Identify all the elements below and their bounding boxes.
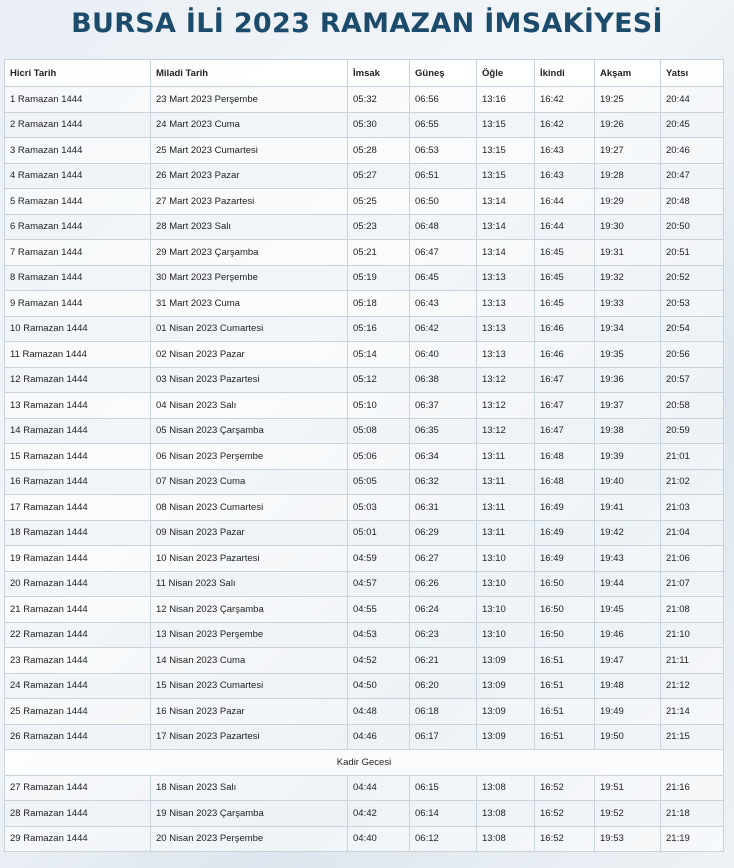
hicri-date: 18 Ramazan 1444 — [5, 520, 151, 546]
miladi-date: 02 Nisan 2023 Pazar — [151, 342, 348, 368]
aksam-time: 19:31 — [595, 240, 661, 266]
imsak-time: 04:59 — [348, 546, 410, 572]
miladi-date: 01 Nisan 2023 Cumartesi — [151, 316, 348, 342]
miladi-date: 27 Mart 2023 Pazartesi — [151, 189, 348, 215]
aksam-time: 19:30 — [595, 214, 661, 240]
gunes-time: 06:15 — [410, 775, 477, 801]
kadir-gecesi-row — [5, 750, 724, 776]
ikindi-time: 16:51 — [535, 699, 595, 725]
table-row — [5, 367, 724, 393]
ogle-time: 13:14 — [477, 240, 535, 266]
miladi-date: 23 Mart 2023 Perşembe — [151, 87, 348, 113]
yatsi-time: 20:54 — [661, 316, 724, 342]
aksam-time: 19:43 — [595, 546, 661, 572]
yatsi-time: 20:53 — [661, 291, 724, 317]
hicri-date: 24 Ramazan 1444 — [5, 673, 151, 699]
hicri-date: 4 Ramazan 1444 — [5, 163, 151, 189]
miladi-date: 09 Nisan 2023 Pazar — [151, 520, 348, 546]
aksam-time: 19:52 — [595, 801, 661, 827]
aksam-time: 19:39 — [595, 444, 661, 470]
ogle-time: 13:13 — [477, 316, 535, 342]
table-row — [5, 240, 724, 266]
ikindi-time: 16:50 — [535, 597, 595, 623]
yatsi-time: 21:02 — [661, 469, 724, 495]
yatsi-time: 21:16 — [661, 775, 724, 801]
hicri-date: 28 Ramazan 1444 — [5, 801, 151, 827]
gunes-time: 06:37 — [410, 393, 477, 419]
miladi-date: 13 Nisan 2023 Perşembe — [151, 622, 348, 648]
table-row — [5, 724, 724, 750]
gunes-time: 06:26 — [410, 571, 477, 597]
hicri-date: 9 Ramazan 1444 — [5, 291, 151, 317]
imsak-time: 05:14 — [348, 342, 410, 368]
ikindi-time: 16:49 — [535, 495, 595, 521]
gunes-time: 06:50 — [410, 189, 477, 215]
gunes-time: 06:17 — [410, 724, 477, 750]
yatsi-time: 20:59 — [661, 418, 724, 444]
gunes-time: 06:56 — [410, 87, 477, 113]
imsak-time: 05:21 — [348, 240, 410, 266]
yatsi-time: 21:11 — [661, 648, 724, 674]
table-row — [5, 801, 724, 827]
gunes-time: 06:12 — [410, 826, 477, 852]
table-row — [5, 112, 724, 138]
miladi-date: 16 Nisan 2023 Pazar — [151, 699, 348, 725]
hicri-date: 10 Ramazan 1444 — [5, 316, 151, 342]
yatsi-time: 20:57 — [661, 367, 724, 393]
ogle-time: 13:08 — [477, 801, 535, 827]
table-row — [5, 316, 724, 342]
gunes-time: 06:18 — [410, 699, 477, 725]
imsakiye-table — [4, 59, 724, 852]
ikindi-time: 16:49 — [535, 546, 595, 572]
miladi-date: 19 Nisan 2023 Çarşamba — [151, 801, 348, 827]
yatsi-time: 21:10 — [661, 622, 724, 648]
yatsi-time: 21:06 — [661, 546, 724, 572]
header-imsak: İmsak — [348, 60, 410, 87]
yatsi-time: 21:07 — [661, 571, 724, 597]
ikindi-time: 16:52 — [535, 826, 595, 852]
aksam-time: 19:34 — [595, 316, 661, 342]
yatsi-time: 21:04 — [661, 520, 724, 546]
table-row — [5, 571, 724, 597]
ikindi-time: 16:48 — [535, 469, 595, 495]
ogle-time: 13:09 — [477, 648, 535, 674]
table-row — [5, 622, 724, 648]
miladi-date: 15 Nisan 2023 Cumartesi — [151, 673, 348, 699]
miladi-date: 29 Mart 2023 Çarşamba — [151, 240, 348, 266]
imsak-time: 05:27 — [348, 163, 410, 189]
aksam-time: 19:38 — [595, 418, 661, 444]
ogle-time: 13:11 — [477, 495, 535, 521]
miladi-date: 20 Nisan 2023 Perşembe — [151, 826, 348, 852]
aksam-time: 19:33 — [595, 291, 661, 317]
imsak-time: 05:19 — [348, 265, 410, 291]
gunes-time: 06:51 — [410, 163, 477, 189]
aksam-time: 19:48 — [595, 673, 661, 699]
hicri-date: 26 Ramazan 1444 — [5, 724, 151, 750]
ikindi-time: 16:50 — [535, 571, 595, 597]
imsak-time: 04:44 — [348, 775, 410, 801]
table-row — [5, 495, 724, 521]
miladi-date: 14 Nisan 2023 Cuma — [151, 648, 348, 674]
hicri-date: 25 Ramazan 1444 — [5, 699, 151, 725]
miladi-date: 08 Nisan 2023 Cumartesi — [151, 495, 348, 521]
ikindi-time: 16:44 — [535, 214, 595, 240]
yatsi-time: 21:12 — [661, 673, 724, 699]
yatsi-time: 21:08 — [661, 597, 724, 623]
ogle-time: 13:13 — [477, 342, 535, 368]
header-ogle: Öğle — [477, 60, 535, 87]
gunes-time: 06:42 — [410, 316, 477, 342]
gunes-time: 06:20 — [410, 673, 477, 699]
ogle-time: 13:09 — [477, 724, 535, 750]
miladi-date: 30 Mart 2023 Perşembe — [151, 265, 348, 291]
hicri-date: 15 Ramazan 1444 — [5, 444, 151, 470]
table-row — [5, 418, 724, 444]
ikindi-time: 16:48 — [535, 444, 595, 470]
hicri-date: 16 Ramazan 1444 — [5, 469, 151, 495]
aksam-time: 19:26 — [595, 112, 661, 138]
miladi-date: 06 Nisan 2023 Perşembe — [151, 444, 348, 470]
gunes-time: 06:43 — [410, 291, 477, 317]
imsak-time: 05:05 — [348, 469, 410, 495]
yatsi-time: 20:56 — [661, 342, 724, 368]
header-aksam: Akşam — [595, 60, 661, 87]
ogle-time: 13:09 — [477, 673, 535, 699]
imsak-time: 04:53 — [348, 622, 410, 648]
yatsi-time: 21:14 — [661, 699, 724, 725]
aksam-time: 19:42 — [595, 520, 661, 546]
miladi-date: 12 Nisan 2023 Çarşamba — [151, 597, 348, 623]
miladi-date: 28 Mart 2023 Salı — [151, 214, 348, 240]
table-row — [5, 291, 724, 317]
ikindi-time: 16:45 — [535, 265, 595, 291]
ogle-time: 13:13 — [477, 291, 535, 317]
header-row — [5, 60, 724, 87]
table-row — [5, 189, 724, 215]
imsak-time: 05:01 — [348, 520, 410, 546]
imsak-time: 04:57 — [348, 571, 410, 597]
ogle-time: 13:09 — [477, 699, 535, 725]
yatsi-time: 20:46 — [661, 138, 724, 164]
hicri-date: 2 Ramazan 1444 — [5, 112, 151, 138]
aksam-time: 19:51 — [595, 775, 661, 801]
header-ikindi: İkindi — [535, 60, 595, 87]
gunes-time: 06:32 — [410, 469, 477, 495]
table-row — [5, 469, 724, 495]
imsak-time: 04:48 — [348, 699, 410, 725]
imsak-time: 04:46 — [348, 724, 410, 750]
yatsi-time: 21:03 — [661, 495, 724, 521]
table-row — [5, 265, 724, 291]
imsak-time: 05:30 — [348, 112, 410, 138]
imsak-time: 05:32 — [348, 87, 410, 113]
ikindi-time: 16:45 — [535, 291, 595, 317]
imsak-time: 04:50 — [348, 673, 410, 699]
table-row — [5, 444, 724, 470]
ikindi-time: 16:52 — [535, 775, 595, 801]
hicri-date: 29 Ramazan 1444 — [5, 826, 151, 852]
ogle-time: 13:11 — [477, 520, 535, 546]
ogle-time: 13:12 — [477, 393, 535, 419]
ikindi-time: 16:51 — [535, 648, 595, 674]
ikindi-time: 16:42 — [535, 87, 595, 113]
ogle-time: 13:10 — [477, 622, 535, 648]
aksam-time: 19:53 — [595, 826, 661, 852]
miladi-date: 05 Nisan 2023 Çarşamba — [151, 418, 348, 444]
aksam-time: 19:28 — [595, 163, 661, 189]
ikindi-time: 16:51 — [535, 724, 595, 750]
hicri-date: 12 Ramazan 1444 — [5, 367, 151, 393]
miladi-date: 31 Mart 2023 Cuma — [151, 291, 348, 317]
ikindi-time: 16:43 — [535, 163, 595, 189]
gunes-time: 06:53 — [410, 138, 477, 164]
hicri-date: 5 Ramazan 1444 — [5, 189, 151, 215]
page-title: BURSA İLİ 2023 RAMAZAN İMSAKİYESİ — [71, 8, 663, 39]
miladi-date: 18 Nisan 2023 Salı — [151, 775, 348, 801]
yatsi-time: 20:52 — [661, 265, 724, 291]
header-miladi: Miladi Tarih — [151, 60, 348, 87]
hicri-date: 21 Ramazan 1444 — [5, 597, 151, 623]
ikindi-time: 16:45 — [535, 240, 595, 266]
yatsi-time: 20:48 — [661, 189, 724, 215]
ogle-time: 13:15 — [477, 138, 535, 164]
table-row — [5, 214, 724, 240]
ogle-time: 13:15 — [477, 112, 535, 138]
ikindi-time: 16:47 — [535, 418, 595, 444]
aksam-time: 19:50 — [595, 724, 661, 750]
imsak-time: 05:16 — [348, 316, 410, 342]
gunes-time: 06:35 — [410, 418, 477, 444]
yatsi-time: 21:01 — [661, 444, 724, 470]
miladi-date: 24 Mart 2023 Cuma — [151, 112, 348, 138]
table-row — [5, 546, 724, 572]
hicri-date: 27 Ramazan 1444 — [5, 775, 151, 801]
imsak-time: 05:08 — [348, 418, 410, 444]
imsak-time: 05:23 — [348, 214, 410, 240]
ikindi-time: 16:43 — [535, 138, 595, 164]
imsak-time: 05:18 — [348, 291, 410, 317]
ikindi-time: 16:47 — [535, 393, 595, 419]
aksam-time: 19:49 — [595, 699, 661, 725]
imsak-time: 05:25 — [348, 189, 410, 215]
gunes-time: 06:55 — [410, 112, 477, 138]
miladi-date: 17 Nisan 2023 Pazartesi — [151, 724, 348, 750]
yatsi-time: 20:47 — [661, 163, 724, 189]
aksam-time: 19:46 — [595, 622, 661, 648]
aksam-time: 19:40 — [595, 469, 661, 495]
ogle-time: 13:08 — [477, 826, 535, 852]
ogle-time: 13:16 — [477, 87, 535, 113]
aksam-time: 19:32 — [595, 265, 661, 291]
gunes-time: 06:29 — [410, 520, 477, 546]
kadir-gecesi-note: Kadir Gecesi — [5, 750, 724, 776]
hicri-date: 3 Ramazan 1444 — [5, 138, 151, 164]
imsak-time: 05:06 — [348, 444, 410, 470]
gunes-time: 06:31 — [410, 495, 477, 521]
imsak-time: 04:52 — [348, 648, 410, 674]
ogle-time: 13:11 — [477, 444, 535, 470]
gunes-time: 06:40 — [410, 342, 477, 368]
gunes-time: 06:47 — [410, 240, 477, 266]
hicri-date: 17 Ramazan 1444 — [5, 495, 151, 521]
ikindi-time: 16:46 — [535, 316, 595, 342]
miladi-date: 04 Nisan 2023 Salı — [151, 393, 348, 419]
table-row — [5, 520, 724, 546]
imsak-time: 05:28 — [348, 138, 410, 164]
table-row — [5, 87, 724, 113]
table-row — [5, 163, 724, 189]
table-row — [5, 393, 724, 419]
ikindi-time: 16:52 — [535, 801, 595, 827]
hicri-date: 19 Ramazan 1444 — [5, 546, 151, 572]
aksam-time: 19:37 — [595, 393, 661, 419]
hicri-date: 14 Ramazan 1444 — [5, 418, 151, 444]
gunes-time: 06:23 — [410, 622, 477, 648]
ogle-time: 13:12 — [477, 367, 535, 393]
gunes-time: 06:24 — [410, 597, 477, 623]
header-yatsi: Yatsı — [661, 60, 724, 87]
hicri-date: 1 Ramazan 1444 — [5, 87, 151, 113]
yatsi-time: 21:19 — [661, 826, 724, 852]
ikindi-time: 16:50 — [535, 622, 595, 648]
header-hicri: Hicri Tarih — [5, 60, 151, 87]
ogle-time: 13:08 — [477, 775, 535, 801]
ikindi-time: 16:51 — [535, 673, 595, 699]
hicri-date: 7 Ramazan 1444 — [5, 240, 151, 266]
aksam-time: 19:47 — [595, 648, 661, 674]
hicri-date: 6 Ramazan 1444 — [5, 214, 151, 240]
table-row — [5, 775, 724, 801]
imsak-time: 05:12 — [348, 367, 410, 393]
gunes-time: 06:14 — [410, 801, 477, 827]
aksam-time: 19:36 — [595, 367, 661, 393]
aksam-time: 19:29 — [595, 189, 661, 215]
table-row — [5, 597, 724, 623]
ogle-time: 13:10 — [477, 571, 535, 597]
miladi-date: 11 Nisan 2023 Salı — [151, 571, 348, 597]
yatsi-time: 21:18 — [661, 801, 724, 827]
hicri-date: 13 Ramazan 1444 — [5, 393, 151, 419]
hicri-date: 22 Ramazan 1444 — [5, 622, 151, 648]
ogle-time: 13:13 — [477, 265, 535, 291]
table-row — [5, 673, 724, 699]
aksam-time: 19:35 — [595, 342, 661, 368]
ikindi-time: 16:42 — [535, 112, 595, 138]
miladi-date: 26 Mart 2023 Pazar — [151, 163, 348, 189]
imsak-time: 04:42 — [348, 801, 410, 827]
imsak-time: 04:55 — [348, 597, 410, 623]
ogle-time: 13:14 — [477, 214, 535, 240]
ikindi-time: 16:44 — [535, 189, 595, 215]
ogle-time: 13:15 — [477, 163, 535, 189]
hicri-date: 8 Ramazan 1444 — [5, 265, 151, 291]
yatsi-time: 20:58 — [661, 393, 724, 419]
ikindi-time: 16:49 — [535, 520, 595, 546]
imsak-time: 04:40 — [348, 826, 410, 852]
table-row — [5, 826, 724, 852]
header-gunes: Güneş — [410, 60, 477, 87]
hicri-date: 23 Ramazan 1444 — [5, 648, 151, 674]
ogle-time: 13:10 — [477, 597, 535, 623]
gunes-time: 06:48 — [410, 214, 477, 240]
hicri-date: 20 Ramazan 1444 — [5, 571, 151, 597]
aksam-time: 19:27 — [595, 138, 661, 164]
gunes-time: 06:45 — [410, 265, 477, 291]
aksam-time: 19:45 — [595, 597, 661, 623]
ogle-time: 13:14 — [477, 189, 535, 215]
ikindi-time: 16:47 — [535, 367, 595, 393]
yatsi-time: 20:45 — [661, 112, 724, 138]
ogle-time: 13:10 — [477, 546, 535, 572]
table-row — [5, 699, 724, 725]
gunes-time: 06:27 — [410, 546, 477, 572]
aksam-time: 19:41 — [595, 495, 661, 521]
ogle-time: 13:11 — [477, 469, 535, 495]
table-row — [5, 648, 724, 674]
imsak-time: 05:10 — [348, 393, 410, 419]
yatsi-time: 21:15 — [661, 724, 724, 750]
ikindi-time: 16:46 — [535, 342, 595, 368]
gunes-time: 06:38 — [410, 367, 477, 393]
ogle-time: 13:12 — [477, 418, 535, 444]
hicri-date: 11 Ramazan 1444 — [5, 342, 151, 368]
gunes-time: 06:21 — [410, 648, 477, 674]
yatsi-time: 20:50 — [661, 214, 724, 240]
aksam-time: 19:25 — [595, 87, 661, 113]
miladi-date: 25 Mart 2023 Cumartesi — [151, 138, 348, 164]
aksam-time: 19:44 — [595, 571, 661, 597]
miladi-date: 07 Nisan 2023 Cuma — [151, 469, 348, 495]
yatsi-time: 20:51 — [661, 240, 724, 266]
imsak-time: 05:03 — [348, 495, 410, 521]
yatsi-time: 20:44 — [661, 87, 724, 113]
miladi-date: 10 Nisan 2023 Pazartesi — [151, 546, 348, 572]
gunes-time: 06:34 — [410, 444, 477, 470]
table-row — [5, 138, 724, 164]
miladi-date: 03 Nisan 2023 Pazartesi — [151, 367, 348, 393]
table-row — [5, 342, 724, 368]
